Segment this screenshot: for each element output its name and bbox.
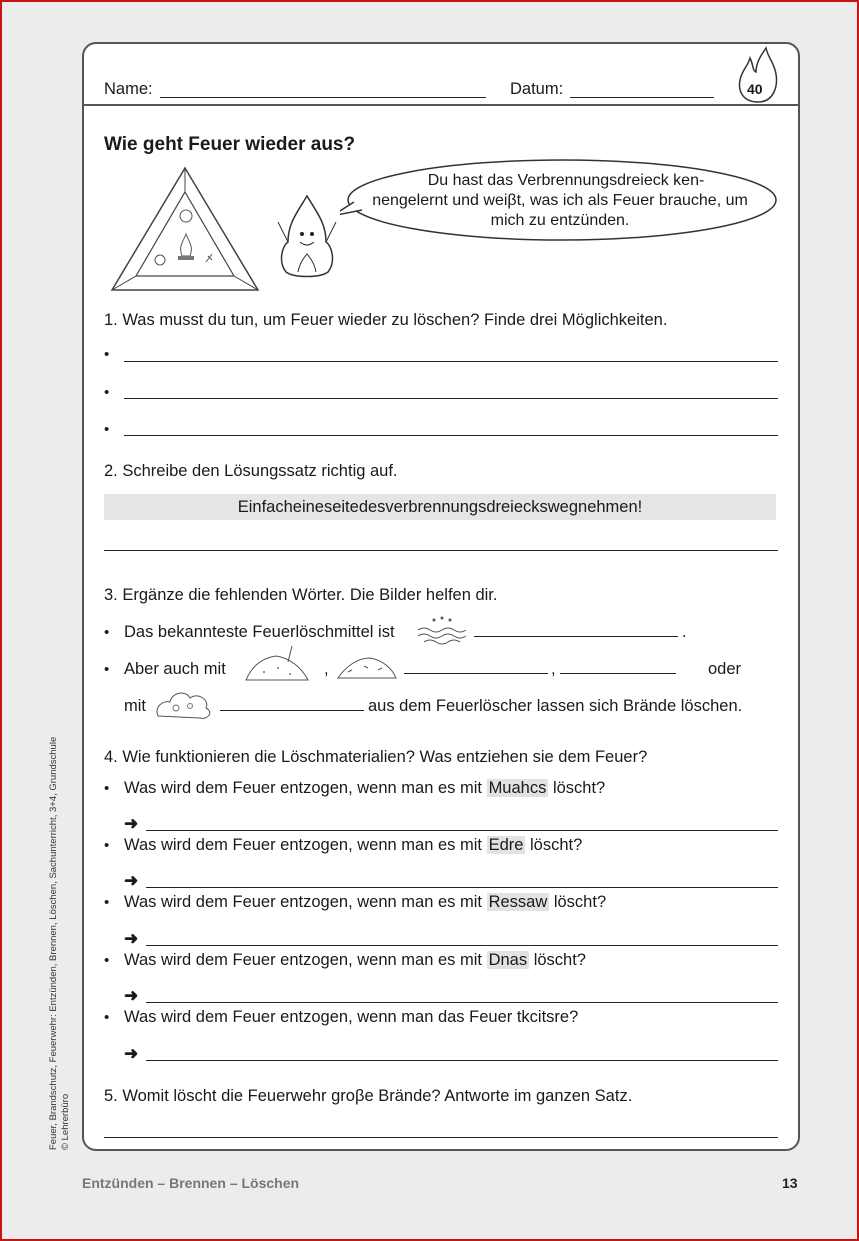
task1-bullet-3: •	[104, 421, 110, 438]
arrow-icon: ➜	[124, 871, 139, 890]
task1-answer-line-3[interactable]	[124, 435, 778, 436]
task4-item-1	[124, 779, 605, 798]
task3-comma-1: ,	[324, 660, 329, 678]
task4-item-4	[124, 951, 586, 970]
speech-line-1: Du hast das Verbrennungsdreieck ken-	[427, 172, 705, 189]
task4-item-3-prefix: Was wird dem Feuer entzogen, wenn man es mit	[124, 893, 482, 911]
task1-bullet-2: •	[104, 384, 110, 401]
task4-answer-line-3[interactable]	[146, 945, 778, 946]
task3-line1-end: .	[682, 623, 687, 641]
arrow-icon: ➜	[124, 814, 139, 833]
name-field-line[interactable]	[160, 97, 486, 98]
task4-bullet-3: •	[104, 894, 110, 911]
task4-scrambled-word-4: Dnas	[488, 951, 528, 969]
page-title: Wie geht Feuer wieder aus?	[104, 134, 356, 155]
task3-question: 3. Ergänze die fehlenden Wörter. Die Bilder helfen dir.	[104, 586, 498, 604]
task4-scrambled-word-2: Edre	[488, 836, 524, 854]
flame-character-icon	[272, 192, 342, 278]
task4-answer-line-5[interactable]	[146, 1060, 778, 1061]
task4-scrambled-word-1: Muahcs	[488, 779, 547, 797]
task4-item-3-suffix: löscht?	[553, 893, 607, 911]
footer-page-number: 13	[782, 1175, 798, 1191]
task3-line2-text: Aber auch mit	[124, 660, 226, 678]
footer-title: Entzünden – Brennen – Löschen	[82, 1175, 300, 1191]
task4-item-1-prefix: Was wird dem Feuer entzogen, wenn man es mit	[124, 779, 482, 797]
task4-item-2-prefix: Was wird dem Feuer entzogen, wenn man es mit	[124, 836, 482, 854]
task4-bullet-5: •	[104, 1009, 110, 1026]
task2-question: 2. Schreibe den Lösungssatz richtig auf.	[104, 462, 398, 480]
side-note-line-1: Feuer, Brandschutz, Feuerwehr: Entzünden, Brennen, Löschen, Sachunterricht, 3+4, Grundschule	[48, 736, 59, 1150]
fire-triangle-icon	[110, 166, 260, 294]
task3-line3-end: aus dem Feuerlöscher lassen sich Brände löschen.	[368, 697, 743, 715]
page-badge-number: 40	[747, 81, 763, 97]
date-field-line[interactable]	[570, 97, 714, 98]
task3-blank-earth[interactable]	[560, 673, 676, 674]
task4-answer-line-2[interactable]	[146, 887, 778, 888]
task3-line1-text: Das bekannteste Feuerlöschmittel ist	[124, 623, 395, 641]
task3-blank-water[interactable]	[474, 636, 678, 637]
task5-question: 5. Womit löscht die Feuerwehr groβe Brände? Antworte im ganzen Satz.	[104, 1087, 633, 1105]
task4-item-4-suffix: löscht?	[533, 951, 586, 969]
side-note-line-2: © Lehrerbüro	[60, 1093, 71, 1150]
scrambled-sentence: Einfacheineseitedesverbrennungsdreieckswegnehmen!	[104, 494, 776, 520]
task4-bullet-4: •	[104, 952, 110, 969]
task1-question: 1. Was musst du tun, um Feuer wieder zu löschen? Finde drei Möglichkeiten.	[104, 311, 668, 329]
task3-blank-foam[interactable]	[220, 710, 364, 711]
worksheet-card	[82, 42, 800, 1151]
task4-item-5	[124, 1008, 578, 1027]
arrow-icon: ➜	[124, 986, 139, 1005]
task4-question: 4. Wie funktionieren die Löschmaterialien? Was entziehen sie dem Feuer?	[104, 748, 648, 766]
date-label: Datum:	[510, 80, 564, 98]
task1-answer-line-2[interactable]	[124, 398, 778, 399]
task3-comma-2: ,	[551, 660, 556, 678]
task3-line2-end: oder	[708, 660, 742, 678]
task1-bullet-1: •	[104, 346, 110, 363]
task4-item-1-suffix: löscht?	[552, 779, 606, 797]
water-icon	[414, 614, 470, 650]
name-label: Name:	[104, 80, 153, 98]
task3-bullet-1: •	[104, 624, 110, 641]
speech-bubble-text	[340, 171, 780, 231]
task3-line3-text: mit	[124, 697, 146, 715]
side-copyright-note	[48, 650, 72, 1150]
task5-answer-line[interactable]	[104, 1137, 778, 1138]
task1-answer-line-1[interactable]	[124, 361, 778, 362]
task4-item-3	[124, 893, 606, 912]
task3-bullet-2: •	[104, 661, 110, 678]
foam-icon	[152, 682, 216, 722]
task3-blank-sand[interactable]	[404, 673, 548, 674]
task4-scrambled-word-5: tkcitsre?	[516, 1008, 579, 1026]
flame-badge-icon	[734, 46, 782, 106]
task4-bullet-2: •	[104, 837, 110, 854]
earth-pile-icon	[334, 648, 400, 684]
speech-line-3: mich zu entzünden.	[490, 212, 630, 229]
speech-line-2: nengelernt und weiβt, was ich als Feuer brauche, um	[372, 192, 748, 209]
header-divider	[84, 104, 798, 106]
task4-bullet-1: •	[104, 780, 110, 797]
task4-answer-line-4[interactable]	[146, 1002, 778, 1003]
arrow-icon: ➜	[124, 929, 139, 948]
task4-item-2-suffix: löscht?	[530, 836, 583, 854]
task4-item-2	[124, 836, 582, 855]
sand-pile-icon	[242, 642, 312, 686]
arrow-icon: ➜	[124, 1044, 139, 1063]
task4-item-4-prefix: Was wird dem Feuer entzogen, wenn man es mit	[124, 951, 482, 969]
task2-answer-line[interactable]	[104, 550, 778, 551]
task4-item-5-prefix: Was wird dem Feuer entzogen, wenn man das Feuer	[124, 1008, 513, 1026]
task4-answer-line-1[interactable]	[146, 830, 778, 831]
task4-scrambled-word-3: Ressaw	[488, 893, 548, 911]
